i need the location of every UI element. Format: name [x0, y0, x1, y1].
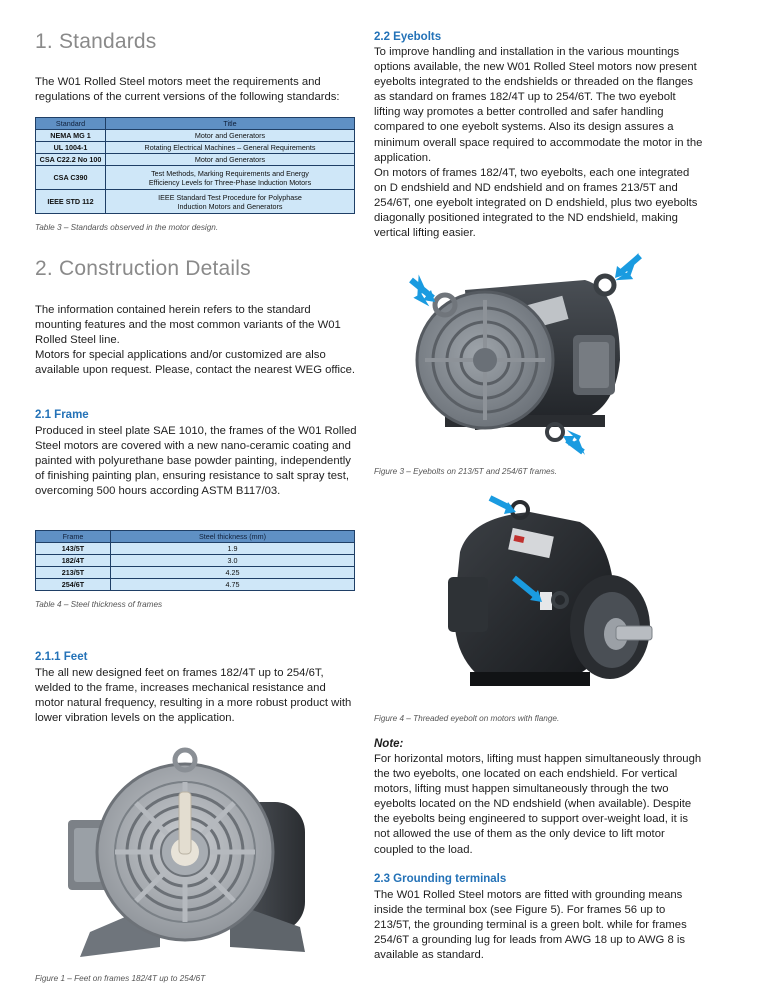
- frame-heading: 2.1 Frame: [35, 409, 89, 421]
- eyebolts-paragraph-1: To improve handling and installation in the various mountings options available, the new W01 Rolled Steel motors now present eyebolts integrated to the endshields or threaded on the flanges as standard on frames 182/4T up to 254/6T. The two eyebolt lifting way promotes a better controlled and safer handling compared to one eyebolt systems. Also its design assures a minimum overall space required to accommodate the motor in the application.: [374, 46, 703, 164]
- feet-text: The all new designed feet on frames 182/4T up to 254/6T, welded to the frame, increases mechanical resistance and motor natural frequency, resulting in a more robust product with lower vibration levels on the application.: [35, 667, 352, 725]
- table-row: [36, 142, 355, 154]
- figure1-motor-feet-image: [50, 742, 320, 967]
- grounding-text: The W01 Rolled Steel motors are fitted with grounding means inside the terminal box (see Figure 5). For frames 56 up to 213/5T, the grounding terminal is a green bolt. while for frames 254/6T a grounding lug for leads from AWG 18 up to AWG 8 is available as standard.: [374, 889, 687, 962]
- table-row: [36, 543, 355, 555]
- table-header-cell: Standard: [36, 118, 106, 130]
- table-cell: 254/6T: [36, 579, 111, 591]
- note-text: For horizontal motors, lifting must happen simultaneously through the two eyebolts, one located on each endshield. For vertical motors, lifting must happen simultaneously through the two eyebolts located on the ND endshield (when available). Despite the eyebolts being engineered to support over-weight load, it is not allowed the use of them as the only device to lift motor coupled to the load.: [374, 753, 702, 856]
- table-cell: CSA C22.2 No 100: [36, 154, 106, 166]
- figure1-caption: Figure 1 – Feet on frames 182/4T up to 254/6T: [35, 974, 206, 983]
- note-title: Note:: [374, 738, 404, 750]
- eyebolts-paragraph-2: On motors of frames 182/4T, two eyebolts, each one integrated on D endshield and ND endshield and on frames 213/5T and 254/6T, one eyebolt integrated on D endshield, plus two eyebolts diagonally positioned integrated to the ND endshield, making vertical lifting easier.: [374, 167, 698, 240]
- table-cell: Test Methods, Marking Requirements and Energy Efficiency Levels for Three-Phase Induction Motors: [106, 166, 355, 190]
- figure4-flange-eyebolt-image: [440, 492, 660, 702]
- table-cell: UL 1004-1: [36, 142, 106, 154]
- frame-table-header: [36, 531, 355, 543]
- table-header-cell: Title: [106, 118, 355, 130]
- eyebolts-heading: 2.2 Eyebolts: [374, 31, 442, 43]
- table-cell: 143/5T: [36, 543, 111, 555]
- table-cell: 4.25: [111, 567, 355, 579]
- table4-caption: Table 4 – Steel thickness of frames: [35, 600, 163, 609]
- table-cell: Motor and Generators: [106, 154, 355, 166]
- frame-text: Produced in steel plate SAE 1010, the frames of the W01 Rolled Steel motors are covered with a new nano-ceramic coating and painted with polyurethane base powder painting, independently of finishing painting plan, ensuring resistance to salt spray test, overcoming 500 hours according ASTM B117/03.: [35, 425, 357, 498]
- table-cell: 182/4T: [36, 555, 111, 567]
- construction-heading: 2. Construction Details: [35, 257, 251, 280]
- table-row: [36, 154, 355, 166]
- table-cell: Rotating Electrical Machines – General Requirements: [106, 142, 355, 154]
- table-cell: 3.0: [111, 555, 355, 567]
- table-row: [36, 130, 355, 142]
- table-cell: 213/5T: [36, 567, 111, 579]
- table-header-cell: Frame: [36, 531, 111, 543]
- table-row: [36, 555, 355, 567]
- feet-heading: 2.1.1 Feet: [35, 651, 88, 663]
- table-cell: IEEE Standard Test Procedure for Polyphase Induction Motors and Generators: [106, 190, 355, 214]
- grounding-heading: 2.3 Grounding terminals: [374, 873, 507, 885]
- table-cell: NEMA MG 1: [36, 130, 106, 142]
- table-cell: Motor and Generators: [106, 130, 355, 142]
- table-cell: CSA C390: [36, 166, 106, 190]
- frame-thickness-table: [35, 530, 355, 591]
- table-cell: 4.75: [111, 579, 355, 591]
- construction-paragraph-1: The information contained herein refers to the standard mounting features and the most common variants of the W01 Rolled Steel line.: [35, 304, 341, 347]
- figure4-caption: Figure 4 – Threaded eyebolt on motors with flange.: [374, 714, 560, 723]
- table-row: [36, 190, 355, 214]
- figure3-caption: Figure 3 – Eyebolts on 213/5T and 254/6T frames.: [374, 467, 557, 476]
- table3-caption: Table 3 – Standards observed in the motor design.: [35, 223, 219, 232]
- standards-table: [35, 117, 355, 214]
- table-header-cell: Steel thickness (mm): [111, 531, 355, 543]
- standards-table-header: [36, 118, 355, 130]
- standards-heading: 1. Standards: [35, 30, 157, 53]
- table-row: [36, 579, 355, 591]
- table-cell: 1.9: [111, 543, 355, 555]
- table-cell: IEEE STD 112: [36, 190, 106, 214]
- table-row: [36, 166, 355, 190]
- construction-paragraph-2: Motors for special applications and/or customized are also available upon request. Please, contact the nearest WEG office.: [35, 349, 356, 377]
- table-row: [36, 567, 355, 579]
- standards-intro: The W01 Rolled Steel motors meet the requirements and regulations of the current versions of the following standards:: [35, 76, 340, 104]
- figure3-eyebolts-image: [405, 250, 650, 460]
